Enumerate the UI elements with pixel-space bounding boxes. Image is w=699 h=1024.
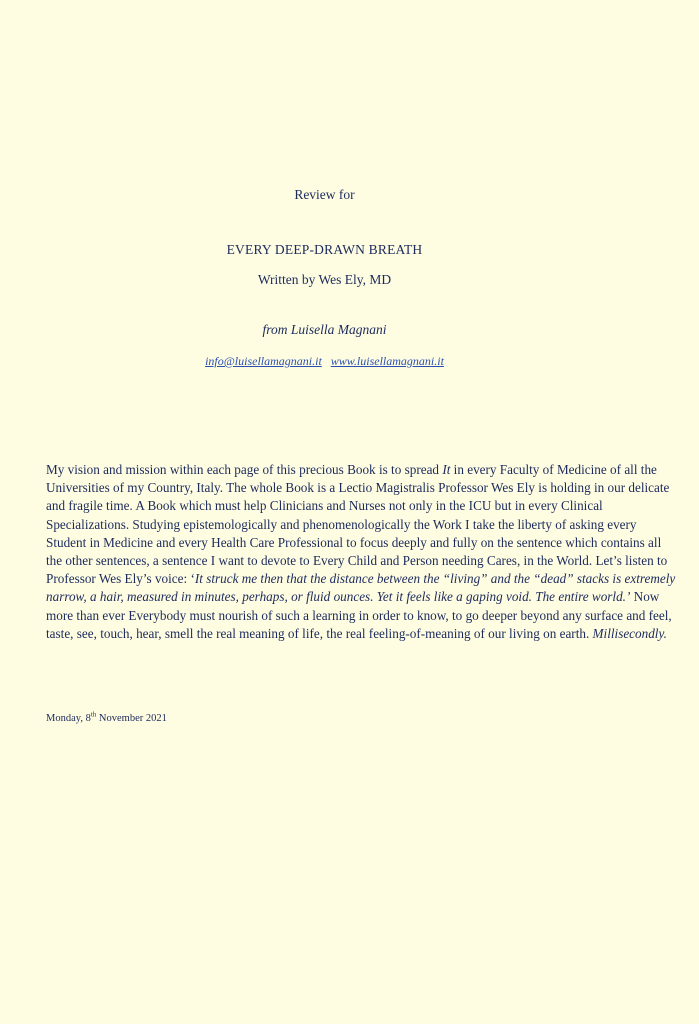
reviewer-line: from Luisella Magnani: [262, 322, 387, 337]
body-part-1: My vision and mission within each page of this precious Book is to spread: [46, 462, 443, 477]
body-part-3: Now more than ever Everybody must nourish of such a learning in order to know, to go deeper beyond any surface and feel, taste, see, touch, hear, smell the real meaning of life, the real feeling-of-meaning of our living on earth.: [46, 589, 672, 641]
author-line: Written by Wes Ely, MD: [257, 272, 392, 287]
body-closing-word: Millisecondly.: [592, 625, 667, 641]
review-body: [46, 461, 676, 643]
date-prefix: Monday, 8: [46, 713, 91, 724]
email-link[interactable]: info@luisellamagnani.it: [205, 354, 322, 368]
book-title: EVERY DEEP-DRAWN BREATH: [226, 242, 423, 257]
contact-links: [0, 352, 674, 370]
website-link[interactable]: www.luisellamagnani.it: [330, 354, 444, 368]
date-ordinal-suffix: th: [90, 710, 97, 719]
review-for-label: Review for: [294, 187, 355, 202]
body-emphasis-it: It: [442, 462, 451, 477]
date-rest: November 2021: [96, 713, 167, 724]
review-date: [46, 712, 167, 726]
body-quote: It struck me then that the distance between the “living” and the “dead” stacks is extremely narrow, a hair, measured in minutes, perhaps, or fluid ounces. Yet it feels like a gaping void. The entire world.’: [46, 571, 676, 605]
body-part-2: in every Faculty of Medicine of all the Universities of my Country, Italy. The whole Book is a Lectio Magistralis Professor Wes Ely is holding in our delicate and fragile time. A Book which must help Clinicians and Nurses not only in the ICU but in every Clinical Specializations. Studying epistemologically and phenomenologically the Work I take the liberty of asking every Student in Medicine and every Health Care Professional to focus deeply and fully on the sentence which contains all the other sentences, a sentence I want to devote to Every Child and Person needing Cares, in the World. Let’s listen to Professor Wes Ely’s voice: ‘: [46, 462, 670, 587]
